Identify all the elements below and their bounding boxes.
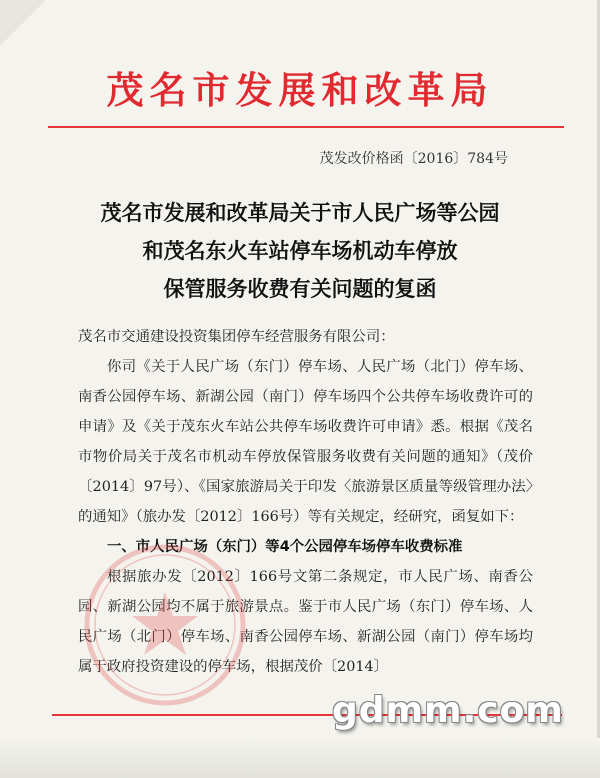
folded-corner <box>0 0 46 46</box>
scan-shadow <box>0 738 600 778</box>
section-heading: 一、市人民广场（东门）等4个公园停车场停车收费标准 <box>107 539 463 555</box>
title-line: 茂名市发展和改革局关于市人民广场等公园 <box>100 201 500 225</box>
title-line: 和茂名东火车站停车场机动车停放 <box>142 239 458 263</box>
letterhead-title: 茂名市发展和改革局 <box>106 68 494 112</box>
document-number: 茂发改价格函〔2016〕784号 <box>319 151 508 167</box>
document-title <box>60 194 540 308</box>
document-body <box>78 322 533 682</box>
letterhead-divider <box>48 126 564 128</box>
salutation: 茂名市交通建设投资集团停车经营服务有限公司： <box>78 329 395 345</box>
site-watermark: gdmm.com <box>332 690 564 731</box>
paragraph: 你司《关于人民广场（东门）停车场、人民广场（北门）停车场、南香公园停车场、新湖公园（南门）停车场四个公共停车场收费许可的申请》及《关于茂东火车站公共停车场收费许可申请》悉。根据《茂名市物价局关于茂名市机动车停放保管服务收费有关问题的通知》（茂价〔2014〕97号）、《国家旅游局关于印发〈旅游景区质量等级管理办法〉的通知》（旅办发〔2012〕166号）等有关规定，经研究，函复如下： <box>78 359 533 525</box>
title-line: 保管服务收费有关问题的复函 <box>163 277 437 301</box>
paragraph: 根据旅办发〔2012〕166号文第二条规定，市人民广场、南香公园、新湖公园均不属于旅游景点。鉴于市人民广场（东门）停车场、人民广场（北门）停车场、南香公园停车场、新湖公园（南门）停车场均属于政府投资建设的停车场，根据茂价〔2014〕 <box>78 569 533 675</box>
